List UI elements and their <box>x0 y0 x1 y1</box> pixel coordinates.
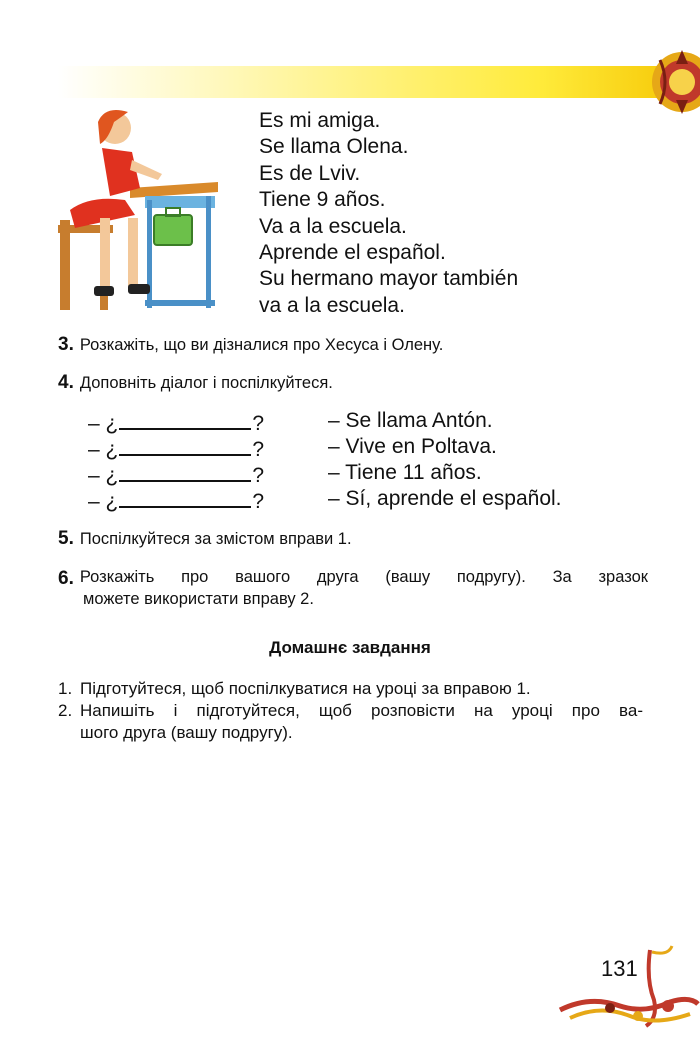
exercise-number: 4. <box>58 372 74 393</box>
dialog-answer: – Tiene 11 años. <box>328 461 482 484</box>
story-text <box>259 108 518 319</box>
exercise-number: 5. <box>58 528 74 549</box>
exercise-number: 6. <box>58 568 74 589</box>
exercise-4 <box>58 372 333 394</box>
exercise-6 <box>58 568 648 609</box>
dialog-row <box>88 460 648 486</box>
homework-item <box>58 678 643 700</box>
dialog-exercise <box>88 408 648 512</box>
exercise-text: Поспілкуйтеся за змістом вправи 1. <box>79 530 352 548</box>
header-color-band <box>58 66 700 98</box>
page-number: 131 <box>601 956 638 981</box>
homework-item-text: Підготуйтеся, щоб поспілкуватися на уроці за вправою 1. <box>80 679 531 698</box>
dialog-answer: – Vive en Poltava. <box>328 435 497 458</box>
exercise-text: можете використати вправу 2. <box>83 590 314 608</box>
exercise-3 <box>58 334 443 356</box>
homework-list <box>58 678 643 744</box>
answer-blank[interactable] <box>119 486 251 508</box>
answer-blank[interactable] <box>119 460 251 482</box>
homework-item <box>58 700 643 722</box>
story-line: Se llama Olena. <box>259 135 409 159</box>
answer-blank[interactable] <box>119 408 251 430</box>
homework-item-text: Напишіть і підготуйтеся, щоб розповісти на уроці про ва- <box>80 701 643 720</box>
story-line: Su hermano mayor también <box>259 267 519 291</box>
homework-item-number: 2. <box>58 701 73 720</box>
dialog-answer: – Se llama Antón. <box>328 409 493 432</box>
story-line: Va a la escuela. <box>259 214 407 238</box>
exercise-5 <box>58 528 352 550</box>
homework-item-number: 1. <box>58 679 73 698</box>
exercise-text: Розкажіть про вашого друга (вашу подругу). За зразок <box>79 568 648 586</box>
story-line: Es de Lviv. <box>259 161 361 185</box>
dialog-question: – ¿ ? <box>88 460 264 489</box>
girl-writing-at-desk-illustration <box>50 100 235 315</box>
homework-item-continuation <box>58 722 643 744</box>
exercise-text: Розкажіть, що ви дізналися про Хесуса і Олену. <box>79 336 444 354</box>
decorative-flourish-icon <box>550 940 700 1035</box>
story-line: Tiene 9 años. <box>259 188 386 212</box>
exercise-text: Доповніть діалог і поспілкуйтеся. <box>79 374 333 392</box>
homework-item-text: шого друга (вашу подругу). <box>80 723 293 742</box>
dialog-question: – ¿ ? <box>88 408 264 437</box>
dialog-question: – ¿ ? <box>88 434 264 463</box>
exercise-number: 3. <box>58 334 74 355</box>
decorative-ornament-icon <box>640 40 700 125</box>
dialog-row <box>88 434 648 460</box>
dialog-answer: – Sí, aprende el español. <box>328 487 562 510</box>
dialog-row <box>88 408 648 434</box>
dialog-row <box>88 486 648 512</box>
story-line: va a la escuela. <box>259 293 405 317</box>
story-line: Aprende el español. <box>259 241 446 265</box>
homework-title: Домашнє завдання <box>269 638 431 657</box>
story-line: Es mi amiga. <box>259 109 381 132</box>
answer-blank[interactable] <box>119 434 251 456</box>
dialog-question: – ¿ ? <box>88 486 264 515</box>
